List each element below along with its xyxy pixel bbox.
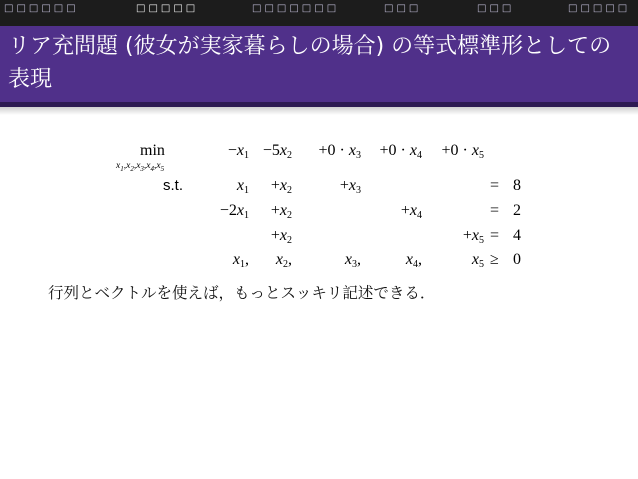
min-variables — [116, 161, 164, 171]
nav-item-3[interactable]: □□□□□□□ — [252, 3, 340, 14]
top-navigation — [0, 0, 638, 26]
min-vars-text: $x_1,x_2,x_3,x_4,x_5$ — [116, 161, 165, 173]
constraint-3-term-5: $+x_5$ — [462, 227, 484, 246]
objective-term-4: $+0 \cdot x_4$ — [379, 142, 422, 161]
constraint-1-term-1: $x_1$ — [236, 177, 249, 196]
slide-note: 行列とベクトルを使えば，もっとスッキリ記述できる． — [48, 284, 436, 302]
nav-item-6[interactable]: □□□□□ — [568, 3, 631, 14]
constraint-1-rhs: 8 — [513, 177, 521, 194]
constraint-4-rhs: 0 — [513, 251, 521, 268]
subject-to-label: s.t. — [163, 177, 184, 194]
constraint-2-rhs: 2 — [513, 202, 521, 219]
linear-program — [0, 140, 638, 270]
constraint-3-term-2: $+x_2$ — [270, 227, 292, 246]
constraint-1-relation: = — [490, 177, 500, 194]
title-shadow — [0, 107, 638, 115]
constraint-4-term-5: $x_5$ — [471, 251, 484, 270]
constraint-4-term-2: $x_2$, — [275, 251, 292, 270]
constraint-3-rhs: 4 — [513, 227, 521, 244]
constraint-2-term-2: $+x_2$ — [270, 202, 292, 221]
constraint-2-term-4: $+x_4$ — [400, 202, 422, 221]
nav-item-4[interactable]: □□□ — [384, 3, 422, 14]
min-operator: min — [140, 142, 165, 159]
nav-item-2[interactable]: □□□□□ — [136, 3, 199, 14]
constraint-4-term-4: $x_4$, — [405, 251, 422, 270]
constraint-4-relation: ≥ — [490, 251, 499, 268]
constraint-2-relation: = — [490, 202, 500, 219]
objective-term-5: $+0 \cdot x_5$ — [441, 142, 484, 161]
objective-term-1: $-x_1$ — [227, 142, 249, 161]
slide-title: リア充問題 (彼女が実家暮らしの場合) の等式標準形としての表現 — [8, 34, 612, 92]
constraint-4-term-1: $x_1$, — [232, 251, 249, 270]
objective-term-2: $-5x_2$ — [262, 142, 292, 161]
constraint-2-term-1: $-2x_1$ — [219, 202, 249, 221]
constraint-3-relation: = — [490, 227, 500, 244]
title-bar — [0, 26, 638, 107]
objective-term-3: $+0 \cdot x_3$ — [318, 142, 361, 161]
constraint-1-term-2: $+x_2$ — [270, 177, 292, 196]
nav-item-1[interactable]: □□□□□□ — [4, 3, 79, 14]
nav-item-5[interactable]: □□□ — [477, 3, 515, 14]
constraint-1-term-3: $+x_3$ — [339, 177, 361, 196]
constraint-4-term-3: $x_3$, — [344, 251, 361, 270]
